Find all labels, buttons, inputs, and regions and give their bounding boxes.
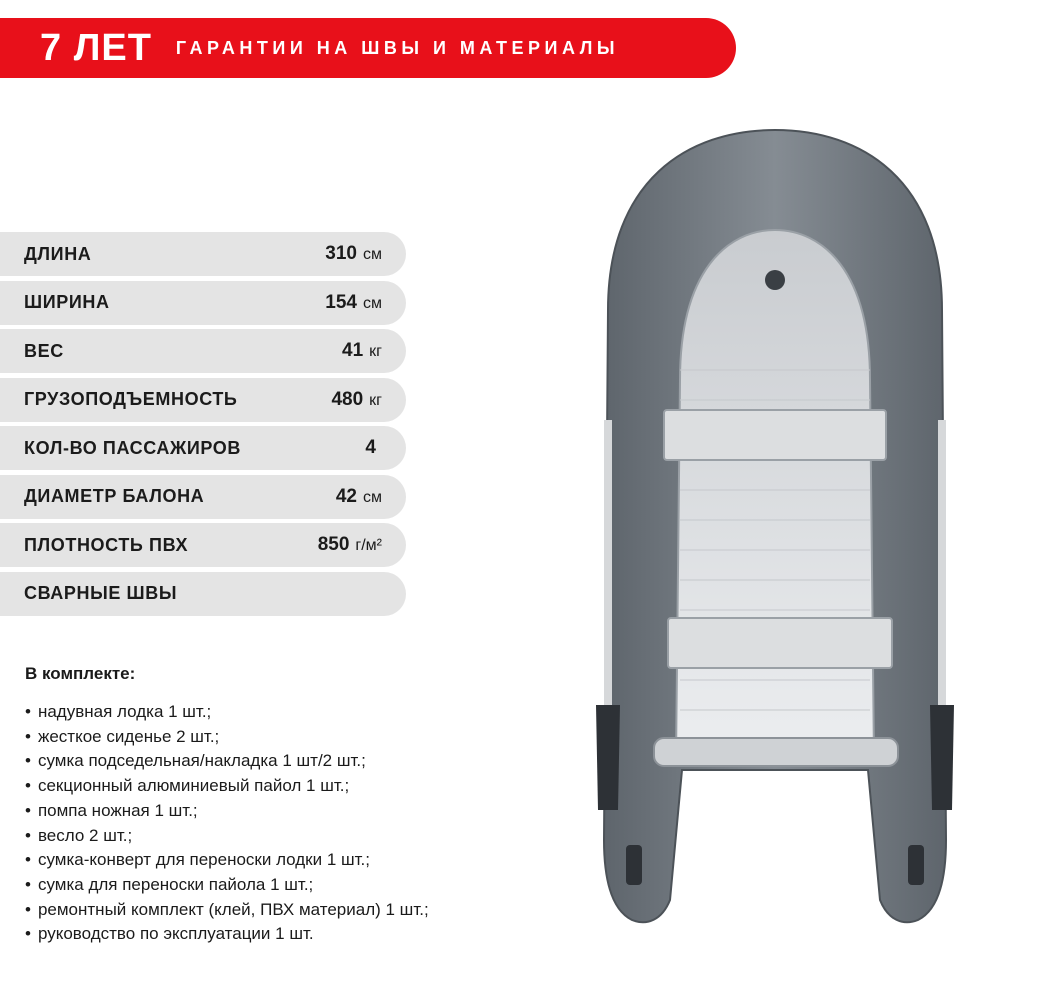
boat-image: [568, 120, 982, 940]
boat-seat-rear: [668, 618, 892, 668]
spec-number: 480: [331, 388, 364, 410]
spec-unit: см: [363, 488, 382, 506]
spec-row-passengers: [0, 426, 406, 470]
spec-label: ШИРИНА: [24, 292, 110, 312]
spec-number: 41: [342, 340, 364, 361]
handle-icon: [626, 845, 642, 885]
boat-transom: [654, 738, 898, 766]
kit-item: • сумка подседельная/накладка 1 шт/2 шт.;: [25, 749, 429, 774]
spec-label: ПЛОТНОСТЬ ПВХ: [24, 534, 189, 555]
kit-item: • ремонтный комплект (клей, ПВХ материал) 1 шт.;: [25, 898, 429, 923]
spec-unit: г/м²: [355, 537, 382, 554]
spec-value: [336, 486, 382, 508]
spec-label: СВАРНЫЕ ШВЫ: [24, 583, 178, 603]
handle-icon: [908, 845, 924, 885]
kit-list: [25, 700, 429, 947]
spec-unit: кг: [369, 343, 382, 360]
valve-icon: [765, 270, 785, 290]
spec-row-weight: [0, 329, 406, 373]
kit-item: • помпа ножная 1 шт.;: [25, 799, 429, 824]
kit-item: • весло 2 шт.;: [25, 824, 429, 849]
spec-value: [342, 340, 382, 362]
spec-row-capacity: [0, 378, 406, 422]
kit-item: • жесткое сиденье 2 шт.;: [25, 725, 429, 750]
spec-row-welded-seams: [0, 572, 406, 616]
warranty-banner: [0, 18, 736, 78]
kit-item: • секционный алюминиевый пайол 1 шт.;: [25, 774, 429, 799]
kit-title: В комплекте:: [25, 664, 136, 683]
spec-value: [325, 292, 382, 314]
spec-label: КОЛ-ВО ПАССАЖИРОВ: [24, 437, 241, 458]
spec-value: [318, 534, 382, 556]
warranty-years: 7 ЛЕТ: [40, 26, 152, 69]
spec-row-width: [0, 281, 406, 325]
kit-item: • руководство по эксплуатации 1 шт.: [25, 922, 429, 947]
spec-row-pvc-density: [0, 523, 406, 567]
kit-item: • надувная лодка 1 шт.;: [25, 700, 429, 725]
spec-value: [365, 437, 382, 459]
spec-number: 4: [365, 437, 376, 458]
spec-unit: кг: [369, 391, 382, 409]
spec-table: [0, 232, 406, 620]
spec-label: ДИАМЕТР БАЛОНА: [24, 486, 205, 506]
boat-seat-front: [664, 410, 886, 460]
kit-item: • сумка-конверт для переноски лодки 1 шт.;: [25, 848, 429, 873]
spec-row-tube-diameter: [0, 475, 406, 519]
spec-unit: см: [363, 294, 382, 312]
spec-number: 154: [325, 291, 357, 313]
kit-item: • сумка для переноски пайола 1 шт.;: [25, 873, 429, 898]
spec-number: 850: [317, 534, 350, 555]
spec-unit: см: [363, 246, 382, 263]
spec-label: ГРУЗОПОДЪЕМНОСТЬ: [24, 389, 238, 409]
spec-value: [331, 389, 382, 411]
warranty-text: ГАРАНТИИ НА ШВЫ И МАТЕРИАЛЫ: [175, 37, 619, 58]
spec-value: [325, 243, 382, 265]
spec-number: 310: [325, 243, 357, 264]
spec-row-length: [0, 232, 406, 276]
spec-label: ДЛИНА: [24, 243, 92, 264]
spec-label: ВЕС: [24, 340, 64, 361]
spec-number: 42: [335, 485, 357, 507]
